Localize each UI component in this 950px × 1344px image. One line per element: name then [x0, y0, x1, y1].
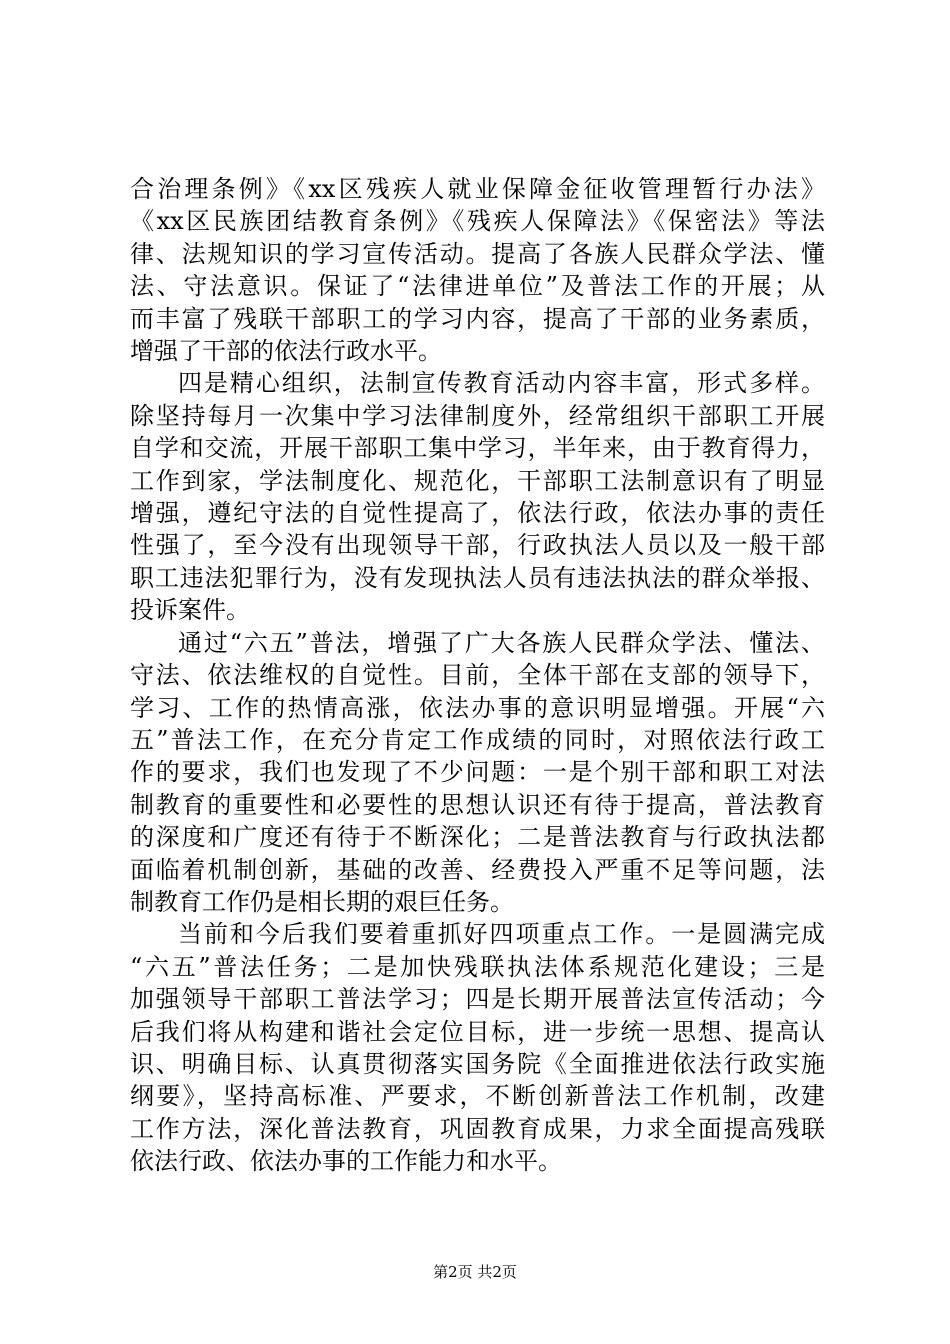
paragraph-1 [130, 173, 825, 367]
text-line: 的深度和广度还有待于不断深化；二是普法教育与行政执法都 [130, 823, 825, 852]
text-line: 面临着机制创新，基础的改善、经费投入严重不足等问题，法 [130, 855, 825, 884]
text-line: 法、守法意识。保证了“法律进单位”及普法工作的开展；从 [130, 272, 825, 301]
text-line: 除坚持每月一次集中学习法律制度外，经常组织干部职工开展 [130, 401, 825, 430]
page-footer [0, 1262, 950, 1282]
text-line: 作的要求，我们也发现了不少问题：一是个别干部和职工对法 [130, 758, 825, 787]
text-line: 性强了，至今没有出现领导干部，行政执法人员以及一般干部 [130, 531, 825, 560]
text-line: 后我们将从构建和谐社会定位目标，进一步统一思想、提高认 [130, 1017, 825, 1046]
text-line: 当前和今后我们要着重抓好四项重点工作。一是圆满完成 [178, 920, 825, 949]
text-line: 制教育工作仍是相长期的艰巨任务。 [130, 887, 514, 916]
paragraph-4 [130, 918, 825, 1177]
text-line: 职工违法犯罪行为，没有发现执法人员有违法执法的群众举报、 [130, 563, 825, 592]
text-line: 五”普法工作，在充分肯定工作成绩的同时，对照依法行政工 [130, 725, 825, 754]
paragraph-3 [130, 627, 825, 919]
page-number-label: 第2页 共2页 [433, 1263, 517, 1281]
text-line: 依法行政、依法办事的工作能力和水平。 [130, 1147, 562, 1176]
text-line: 工作方法，深化普法教育，巩固教育成果，力求全面提高残联 [130, 1114, 825, 1143]
text-line: 制教育的重要性和必要性的思想认识还有待于提高，普法教育 [130, 790, 825, 819]
text-line: 通过“六五”普法，增强了广大各族人民群众学法、懂法、 [178, 628, 825, 657]
text-line: 纲要》，坚持高标准、严要求，不断创新普法工作机制，改建 [130, 1082, 825, 1111]
text-line: 合治理条例》《xx区残疾人就业保障金征收管理暂行办法》 [130, 175, 825, 203]
text-line: 四是精心组织，法制宣传教育活动内容丰富，形式多样。 [178, 369, 825, 398]
text-line: 自学和交流，开展干部职工集中学习，半年来，由于教育得力， [130, 434, 825, 463]
text-line: 律、法规知识的学习宣传活动。提高了各族人民群众学法、懂 [130, 239, 825, 268]
paragraph-2 [130, 367, 825, 626]
text-line: “六五”普法任务；二是加快残联执法体系规范化建设；三是 [130, 952, 825, 981]
text-line: 而丰富了残联干部职工的学习内容，提高了干部的业务素质， [130, 304, 825, 333]
text-line: 识、明确目标、认真贯彻落实国务院《全面推进依法行政实施 [130, 1049, 825, 1078]
text-line: 增强了干部的依法行政水平。 [130, 337, 442, 366]
text-line: 投诉案件。 [130, 596, 250, 625]
text-line: 增强，遵纪守法的自觉性提高了，依法行政，依法办事的责任 [130, 499, 825, 528]
text-line: 《xx区民族团结教育条例》《残疾人保障法》《保密法》等法 [130, 207, 825, 236]
text-line: 守法、依法维权的自觉性。目前，全体干部在支部的领导下， [130, 661, 825, 690]
document-body [130, 173, 825, 1178]
text-line: 学习、工作的热情高涨，依法办事的意识明显增强。开展“六 [130, 693, 825, 722]
text-line: 工作到家，学法制度化、规范化，干部职工法制意识有了明显 [130, 466, 825, 495]
text-line: 加强领导干部职工普法学习；四是长期开展普法宣传活动；今 [130, 985, 825, 1014]
